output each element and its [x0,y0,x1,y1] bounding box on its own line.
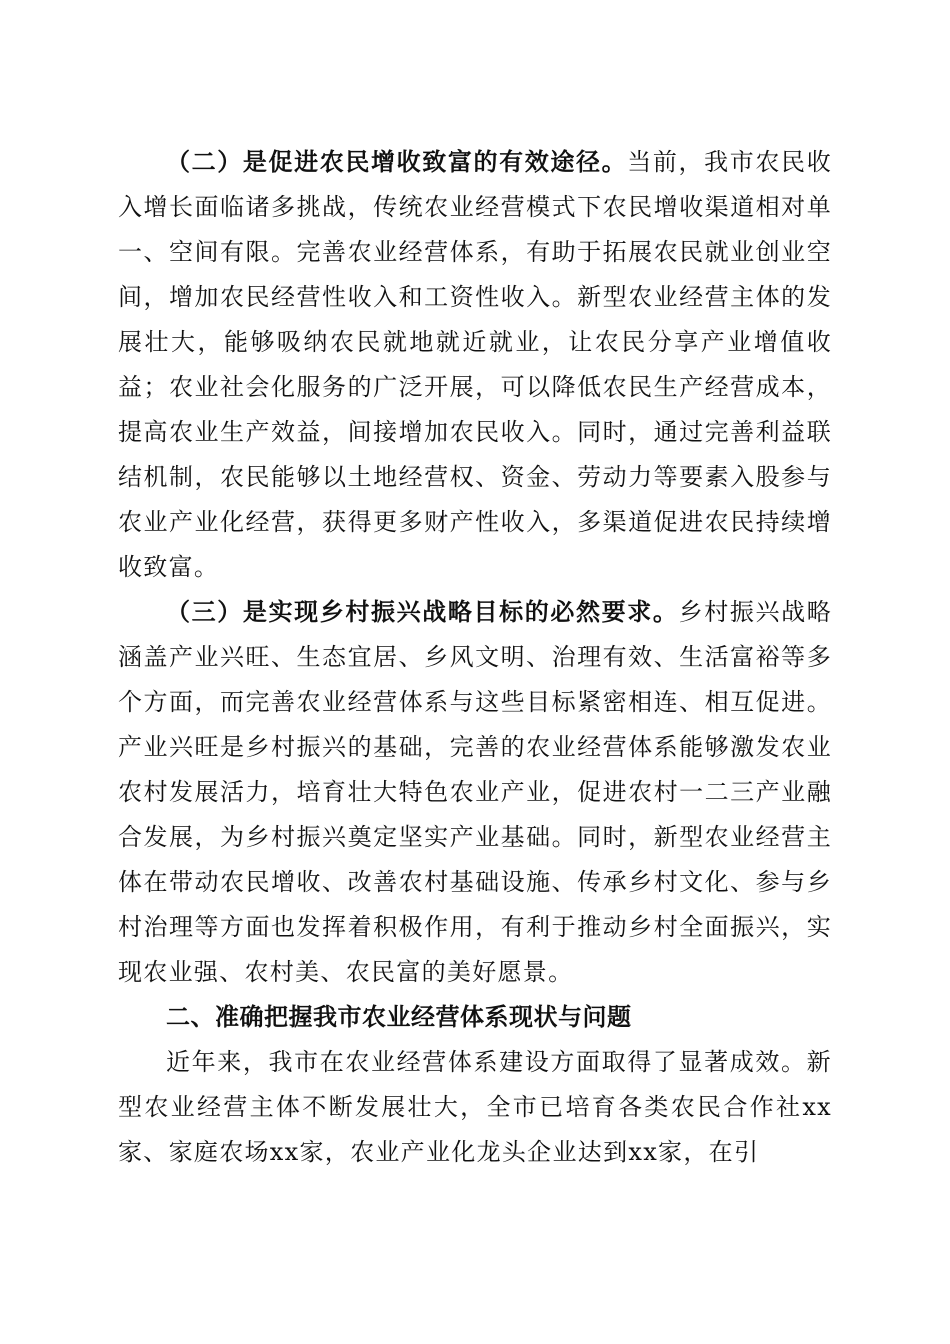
paragraph-recent-achievements [118,1040,832,1175]
paragraph-lead-rural-revitalization: （三）是实现乡村振兴战略目标的必然要求。 [166,598,679,626]
paragraph-text-rural-revitalization: 乡村振兴战略涵盖产业兴旺、生态宜居、乡风文明、治理有效、生活富裕等多个方面，而完善农业经营体系与这些目标紧密相连、相互促进。产业兴旺是乡村振兴的基础，完善的农业经营体系能够激发农业农村发展活力，培育壮大特色农业产业，促进农村一二三产业融合发展，为乡村振兴奠定坚实产业基础。同时，新型农业经营主体在带动农民增收、改善农村基础设施、传承乡村文化、参与乡村治理等方面也发挥着积极作用，有利于推动乡村全面振兴，实现农业强、农村美、农民富的美好愿景。 [118,598,832,986]
paragraph-income-growth [118,140,832,590]
document-body [118,140,832,1175]
paragraph-text-income-growth: 当前，我市农民收入增长面临诸多挑战，传统农业经营模式下农民增收渠道相对单一、空间有限。完善农业经营体系，有助于拓展农民就业创业空间，增加农民经营性收入和工资性收入。新型农业经营主体的发展壮大，能够吸纳农民就地就近就业，让农民分享产业增值收益；农业社会化服务的广泛开展，可以降低农民生产经营成本，提高农业生产效益，间接增加农民收入。同时，通过完善利益联结机制，农民能够以土地经营权、资金、劳动力等要素入股参与农业产业化经营，获得更多财产性收入，多渠道促进农民持续增收致富。 [118,148,832,581]
paragraph-rural-revitalization [118,590,832,995]
paragraph-text-recent-achievements: 近年来，我市在农业经营体系建设方面取得了显著成效。新型农业经营主体不断发展壮大，全市已培育各类农民合作社xx家、家庭农场xx家，农业产业化龙头企业达到xx家，在引 [118,1048,832,1166]
section-heading-current-status: 二、准确把握我市农业经营体系现状与问题 [166,1003,632,1031]
paragraph-lead-income-growth: （二）是促进农民增收致富的有效途径。 [166,148,628,176]
